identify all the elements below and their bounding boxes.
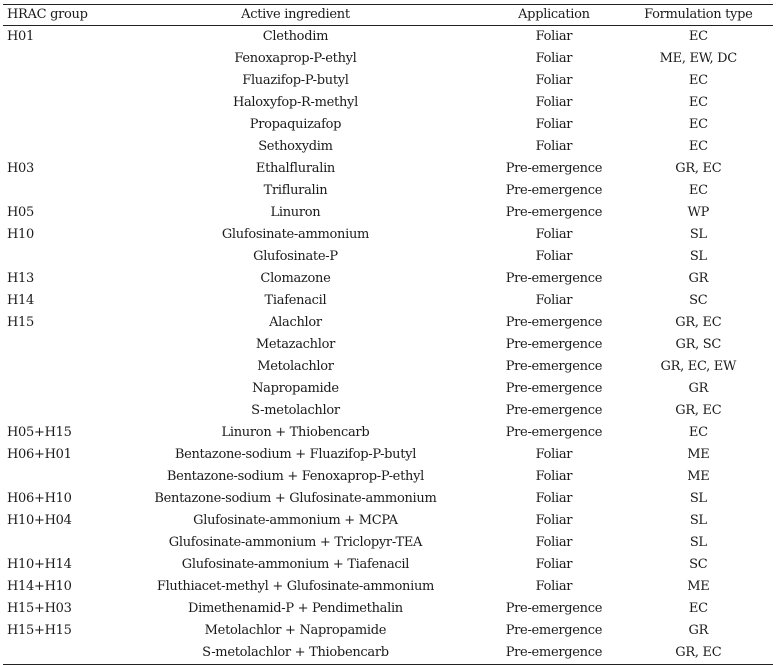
- application-cell: Pre-emergence: [505, 601, 603, 616]
- formulation-type-cell: ME: [687, 469, 710, 484]
- table-body: [3, 26, 773, 665]
- hrac-group-cell: [3, 334, 107, 356]
- active-ingredient-cell: Napropamide: [252, 381, 339, 396]
- active-ingredient-cell: Glufosinate-ammonium: [221, 227, 370, 242]
- active-ingredient-cell: Linuron: [270, 205, 321, 220]
- active-ingredient-cell: Bentazone-sodium + Fenoxaprop-P-ethyl: [166, 469, 424, 484]
- hrac-group-cell: [3, 532, 107, 554]
- hrac-group-cell: H13: [7, 271, 34, 286]
- table-row: [3, 620, 773, 642]
- hrac-group-cell: H06+H10: [7, 491, 72, 506]
- application-cell: Pre-emergence: [505, 337, 603, 352]
- formulation-type-cell: SC: [689, 557, 708, 572]
- header-hrac-group: HRAC group: [3, 5, 107, 26]
- herbicide-table: [3, 4, 773, 665]
- formulation-type-cell: SL: [689, 491, 707, 506]
- active-ingredient-cell: Tiafenacil: [264, 293, 327, 308]
- hrac-group-cell: [3, 114, 107, 136]
- application-cell: Foliar: [535, 491, 573, 506]
- hrac-group-cell: H15: [7, 315, 34, 330]
- table-row: [3, 158, 773, 180]
- hrac-group-cell: [3, 356, 107, 378]
- application-cell: Pre-emergence: [505, 161, 603, 176]
- table-row: [3, 378, 773, 400]
- table-row: [3, 356, 773, 378]
- formulation-type-cell: SL: [689, 513, 707, 528]
- active-ingredient-cell: Glufosinate-ammonium + MCPA: [193, 513, 398, 528]
- active-ingredient-cell: Sethoxydim: [258, 139, 333, 154]
- application-cell: Pre-emergence: [484, 642, 623, 665]
- application-cell: Foliar: [535, 139, 573, 154]
- table-row: [3, 312, 773, 334]
- header-formulation-type: Formulation type: [624, 5, 773, 26]
- application-cell: Pre-emergence: [505, 205, 603, 220]
- active-ingredient-cell: Fluthiacet-methyl + Glufosinate-ammonium: [156, 579, 435, 594]
- application-cell: Foliar: [535, 117, 573, 132]
- active-ingredient-cell: Propaquizafop: [249, 117, 342, 132]
- active-ingredient-cell: Glufosinate-ammonium + Triclopyr-TEA: [168, 535, 423, 550]
- table-row: [3, 202, 773, 224]
- active-ingredient-cell: Linuron + Thiobencarb: [221, 425, 370, 440]
- formulation-type-cell: EC: [688, 183, 708, 198]
- active-ingredient-cell: Alachlor: [269, 315, 322, 330]
- application-cell: Foliar: [535, 513, 573, 528]
- table-row: [3, 532, 773, 554]
- formulation-type-cell: GR: [688, 623, 709, 638]
- hrac-group-cell: [3, 466, 107, 488]
- table-row: [3, 334, 773, 356]
- application-cell: Foliar: [535, 579, 573, 594]
- hrac-group-cell: [3, 136, 107, 158]
- table-row: [3, 422, 773, 444]
- hrac-group-cell: H06+H01: [7, 447, 72, 462]
- table-row: [3, 224, 773, 246]
- active-ingredient-cell: Dimethenamid-P + Pendimethalin: [188, 601, 403, 616]
- formulation-type-cell: EC: [688, 139, 708, 154]
- application-cell: Foliar: [535, 227, 573, 242]
- application-cell: Foliar: [535, 73, 573, 88]
- application-cell: Foliar: [535, 29, 573, 44]
- table-row: [3, 136, 773, 158]
- hrac-group-cell: [3, 642, 107, 665]
- active-ingredient-cell: Clethodim: [262, 29, 329, 44]
- table-row: [3, 510, 773, 532]
- application-cell: Pre-emergence: [505, 315, 603, 330]
- application-cell: Pre-emergence: [505, 403, 603, 418]
- active-ingredient-cell: Haloxyfop-R-methyl: [232, 95, 358, 110]
- formulation-type-cell: GR, EC: [624, 642, 773, 665]
- formulation-type-cell: EC: [688, 73, 708, 88]
- formulation-type-cell: SL: [689, 535, 707, 550]
- active-ingredient-cell: Trifluralin: [263, 183, 328, 198]
- application-cell: Pre-emergence: [505, 425, 603, 440]
- table-row: [3, 92, 773, 114]
- application-cell: Foliar: [535, 95, 573, 110]
- header-active-ingredient: Active ingredient: [107, 5, 485, 26]
- table-row: [3, 598, 773, 620]
- hrac-group-cell: [3, 48, 107, 70]
- formulation-type-cell: GR: [688, 271, 709, 286]
- active-ingredient-cell: Bentazone-sodium + Glufosinate-ammonium: [154, 491, 437, 506]
- formulation-type-cell: EC: [688, 95, 708, 110]
- active-ingredient-cell: Ethalfluralin: [255, 161, 335, 176]
- application-cell: Pre-emergence: [505, 271, 603, 286]
- application-cell: Foliar: [535, 249, 573, 264]
- application-cell: Foliar: [535, 557, 573, 572]
- active-ingredient-cell: Fluazifop-P-butyl: [242, 73, 349, 88]
- table-row: [3, 642, 773, 665]
- hrac-group-cell: [3, 246, 107, 268]
- application-cell: Foliar: [535, 293, 573, 308]
- active-ingredient-cell: Bentazone-sodium + Fluazifop-P-butyl: [174, 447, 417, 462]
- hrac-group-cell: H15+H15: [7, 623, 72, 638]
- hrac-group-cell: H10+H04: [7, 513, 72, 528]
- formulation-type-cell: EC: [688, 117, 708, 132]
- hrac-group-cell: H01: [7, 29, 34, 44]
- table-row: [3, 290, 773, 312]
- table-header: [3, 5, 773, 26]
- active-ingredient-cell: S-metolachlor: [251, 403, 340, 418]
- formulation-type-cell: GR, SC: [675, 337, 722, 352]
- application-cell: Foliar: [535, 447, 573, 462]
- hrac-group-cell: [3, 378, 107, 400]
- table-row: [3, 180, 773, 202]
- formulation-type-cell: EC: [688, 601, 708, 616]
- formulation-type-cell: GR, EC: [675, 403, 722, 418]
- active-ingredient-cell: Clomazone: [260, 271, 331, 286]
- hrac-group-cell: H03: [7, 161, 34, 176]
- active-ingredient-cell: S-metolachlor + Thiobencarb: [107, 642, 485, 665]
- formulation-type-cell: ME: [687, 579, 710, 594]
- formulation-type-cell: GR, EC: [675, 315, 722, 330]
- active-ingredient-cell: Glufosinate-ammonium + Tiafenacil: [181, 557, 410, 572]
- active-ingredient-cell: Metolachlor + Napropamide: [204, 623, 387, 638]
- application-cell: Pre-emergence: [505, 359, 603, 374]
- hrac-group-cell: H14: [7, 293, 34, 308]
- table-row: [3, 444, 773, 466]
- hrac-group-cell: H14+H10: [7, 579, 72, 594]
- active-ingredient-cell: Glufosinate-P: [253, 249, 338, 264]
- table-row: [3, 48, 773, 70]
- formulation-type-cell: SL: [689, 227, 707, 242]
- table-row: [3, 466, 773, 488]
- table-row: [3, 488, 773, 510]
- hrac-group-cell: [3, 400, 107, 422]
- application-cell: Pre-emergence: [505, 183, 603, 198]
- active-ingredient-cell: Metazachlor: [255, 337, 336, 352]
- table-row: [3, 554, 773, 576]
- formulation-type-cell: ME, EW, DC: [659, 51, 737, 66]
- formulation-type-cell: EC: [688, 425, 708, 440]
- application-cell: Foliar: [535, 469, 573, 484]
- formulation-type-cell: ME: [687, 447, 710, 462]
- formulation-type-cell: GR, EC, EW: [660, 359, 737, 374]
- hrac-group-cell: [3, 70, 107, 92]
- table-row: [3, 70, 773, 92]
- formulation-type-cell: GR: [688, 381, 709, 396]
- hrac-group-cell: H10: [7, 227, 34, 242]
- table-row: [3, 246, 773, 268]
- hrac-group-cell: [3, 180, 107, 202]
- header-row: [3, 5, 773, 26]
- hrac-group-cell: H10+H14: [7, 557, 72, 572]
- table-row: [3, 576, 773, 598]
- formulation-type-cell: GR, EC: [675, 161, 722, 176]
- formulation-type-cell: SL: [689, 249, 707, 264]
- hrac-group-cell: [3, 92, 107, 114]
- application-cell: Foliar: [535, 51, 573, 66]
- active-ingredient-cell: Metolachlor: [257, 359, 334, 374]
- table-row: [3, 114, 773, 136]
- application-cell: Foliar: [535, 535, 573, 550]
- hrac-group-cell: H05+H15: [7, 425, 72, 440]
- hrac-group-cell: H15+H03: [7, 601, 72, 616]
- formulation-type-cell: WP: [687, 205, 710, 220]
- application-cell: Pre-emergence: [505, 623, 603, 638]
- table-row: [3, 400, 773, 422]
- hrac-group-cell: H05: [7, 205, 34, 220]
- application-cell: Pre-emergence: [505, 381, 603, 396]
- formulation-type-cell: EC: [688, 29, 708, 44]
- table-row: [3, 26, 773, 49]
- active-ingredient-cell: Fenoxaprop-P-ethyl: [234, 51, 357, 66]
- table-row: [3, 268, 773, 290]
- header-application: Application: [484, 5, 623, 26]
- formulation-type-cell: SC: [689, 293, 708, 308]
